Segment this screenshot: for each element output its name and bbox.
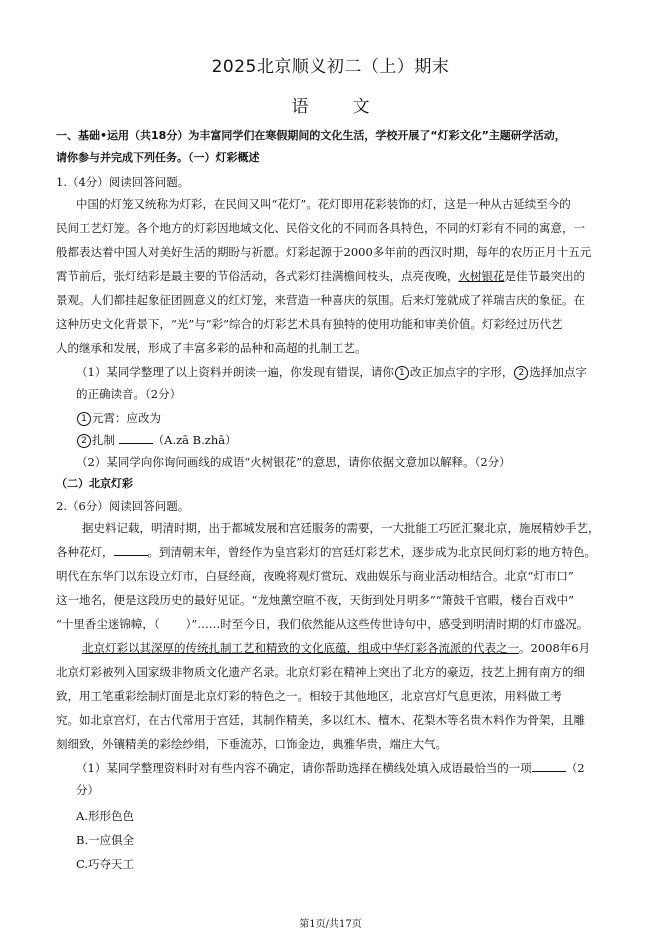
q1-item2 (76, 430, 636, 450)
q1-item1 (76, 408, 636, 428)
q1-para-line: 中国的灯笼又统称为灯彩，在民间又叫“花灯”。花灯即用花彩装饰的灯，这是一种从古延续至今的 (76, 197, 571, 211)
q1-para-line: 人的继承和发展，形成了丰富多彩的品种和高超的扎制工艺。 (56, 341, 367, 355)
q2-para-text: 各种花灯， (56, 545, 114, 559)
q1-sub1-text: 改正加点字的字形， (409, 365, 514, 379)
underlined-idiom: 火树银花 (458, 269, 505, 283)
q2-para-text: “十里香尘迷锦幛，（ (56, 617, 160, 631)
q1-item1-text: 元霄：应改为 (92, 411, 161, 425)
subject-title: 语文 (291, 97, 414, 117)
q1-para-text: 节前后，张灯结彩是最主要的节俗活动，各式彩灯挂满檐间枝头，点亮夜晚， (67, 269, 459, 283)
q2-sub1-text: （2 (565, 761, 585, 775)
answer-blank[interactable] (532, 759, 566, 772)
q2-para-text: 。2008年6月 (519, 641, 591, 655)
q1-para-text: 是佳节最突出的 (504, 269, 585, 283)
q2-para-line: 北京灯彩被列入国家级非物质文化遗产名录。北京灯彩在精神上突出了北方的豪迈，技艺上拥有南方的细 (56, 665, 585, 679)
q1-para-line: 般都表达着中国人对美好生活的期盼与祈愿。灯彩起源于2000多年前的西汉时期，每年的农历正月十五元 (56, 245, 592, 259)
q2-para-line (56, 614, 616, 634)
q2-sub1-text: （1）某同学整理资料时对有些内容不确定，请你帮助选择在横线处填入成语最恰当的一项 (76, 761, 532, 775)
q1-item2-text: 扎制 (92, 433, 115, 447)
q2-sub1-line1 (76, 758, 636, 778)
q1-sub1-line1 (76, 362, 636, 382)
q1-sub1-line2: 的正确读音。（2分） (76, 387, 182, 401)
q1-para-line: 景观。人们都挂起象征团圆意义的红灯笼，来营造一种喜庆的氛围。后来灯笼就成了祥瑞吉庆的象征。在 (56, 293, 585, 307)
q2-para-text: ）”……时至今日，我们依然能从这些传世诗句中，感受到明清时期的灯市盛况。 (185, 617, 589, 631)
section2-header: （二）北京灯彩 (56, 477, 133, 490)
q1-para-line: 这种历史文化背景下，“光”与“彩”综合的灯彩艺术具有独特的使用功能和审美价值。灯彩经过历代艺 (56, 317, 563, 331)
circled-number-1: 1 (77, 412, 91, 426)
circled-number-2: 2 (514, 366, 528, 380)
q2-para-line: 据史料记载，明清时期，出于都城发展和宫廷服务的需要，一大批能工巧匠汇聚北京，施展精妙手艺， (82, 521, 600, 535)
q2-para-line: 致，用工笔重彩绘制灯面是北京灯彩的特色之一。相较于其他地区，北京宫灯气息更浓，用料做工考 (56, 689, 562, 703)
dotted-char: 霄 (56, 269, 68, 283)
q2-para-line: 这一地名，便是这段历史的最好见证。“龙烛薰空暄不夜，天街到处月明多”“箫鼓千官暇，楼台百戏中” (56, 593, 575, 607)
q1-sub1-text: 选择加点字 (529, 365, 587, 379)
answer-blank[interactable] (119, 431, 153, 444)
q2-sub1-line2: 分） (76, 783, 99, 797)
q1-sub2: （2）某同学向你询问画线的成语“火树银花”的意思，请你依据文意加以解释。（2分） (76, 455, 511, 469)
section1-header-line2: 请你参与并完成下列任务。（一）灯彩概述 (56, 151, 260, 164)
q2-para-line: 究。如北京宫灯，在古代常用于宫廷，其制作精美，多以红木、檀木、花梨木等名贵木料作为骨架，且雕 (56, 713, 585, 727)
q2-para-line (56, 542, 616, 562)
option-b[interactable]: B.一应俱全 (76, 833, 135, 847)
q1-stem: 1.（4分）阅读回答问题。 (56, 175, 190, 189)
document-title: 2025北京顺义初二（上）期末 (211, 57, 450, 77)
q1-sub1-text: （1）某同学整理了以上资料并朗读一遍，你发现有错误，请你 (76, 365, 394, 379)
q2-para-line: 明代在东华门以东设立灯市，白昼经商，夜晚将观灯赏玩、戏曲娱乐与商业活动相结合。北京“灯市口” (56, 569, 574, 583)
q2-stem: 2.（6分）阅读回答问题。 (56, 499, 190, 513)
underlined-sentence: 北京灯彩以其深厚的传统扎制工艺和精致的文化底蕴，组成中华灯彩各流派的代表之一 (82, 641, 519, 655)
q1-para-line: 民间工艺灯笼。各个地方的灯彩因地域文化、民俗文化的不同而各具特色，不同的灯彩有不同的寓意，一 (56, 221, 585, 235)
section1-header-line1: 一、基础•运用（共18分）为丰富同学们在寒假期间的文化生活，学校开展了“灯彩文化”主题研学活动， (56, 129, 566, 142)
q2-para-line (82, 638, 642, 658)
q2-para-text: 。到清朝末年，曾经作为皇宫彩灯的宫廷灯彩艺术，逐步成为北京民间灯彩的地方特色。 (147, 545, 596, 559)
answer-blank[interactable] (114, 543, 148, 556)
option-a[interactable]: A.形形色色 (76, 809, 134, 823)
circled-number-2: 2 (77, 434, 91, 448)
circled-number-1: 1 (395, 366, 409, 380)
option-c[interactable]: C.巧夺天工 (76, 857, 135, 871)
q2-para-line: 刻细致，外镶精美的彩绘纱绢，下垂流苏，口饰金边，典雅华贵，端庄大气。 (56, 737, 447, 751)
q1-item2-options: （A.zā B.zhā） (152, 433, 237, 447)
page-footer: 第1页/共17页 (299, 919, 362, 930)
q1-para-line (56, 266, 616, 286)
